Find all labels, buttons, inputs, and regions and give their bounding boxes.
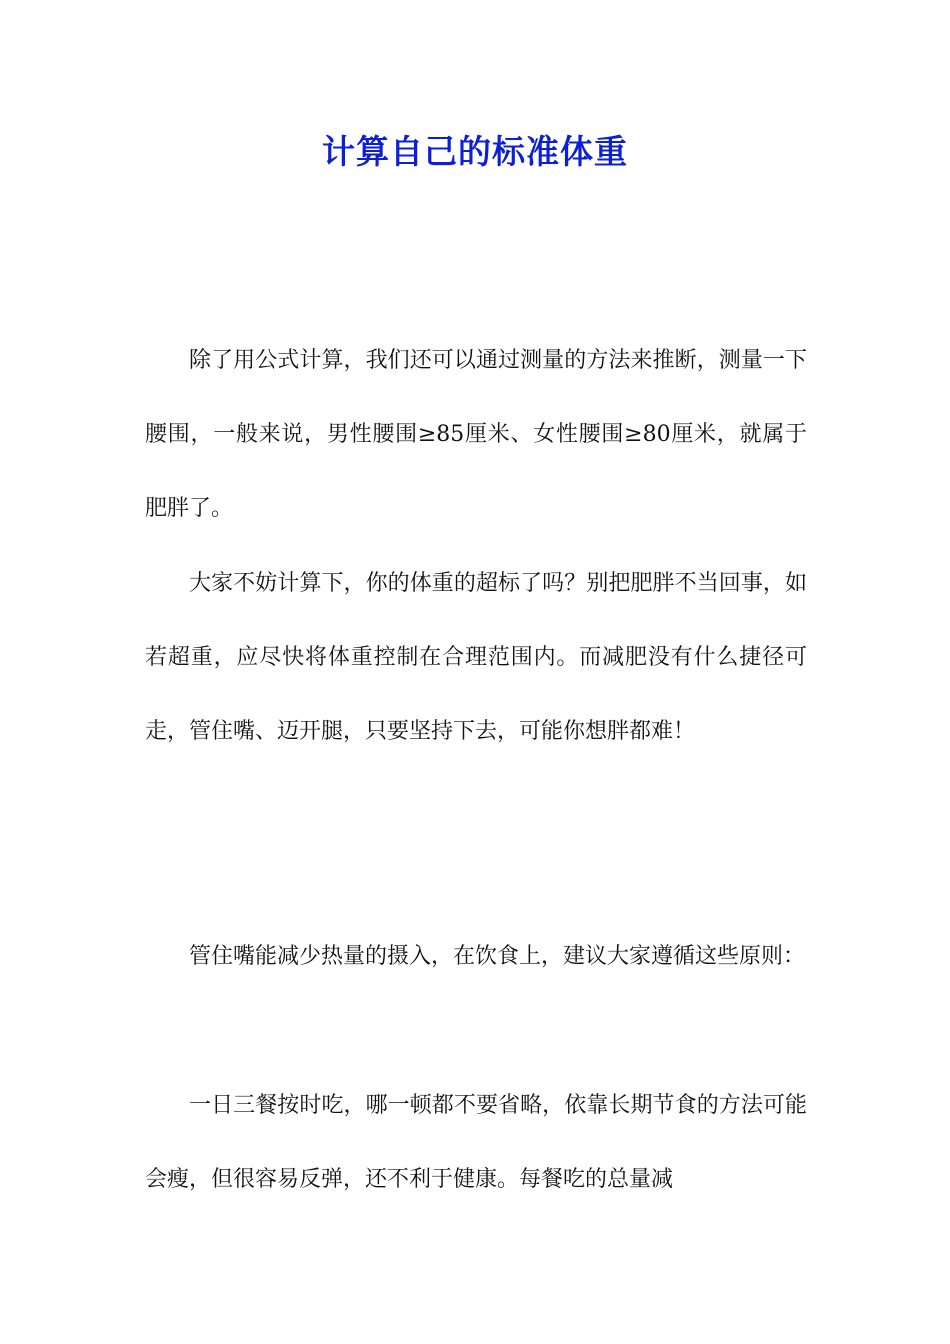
paragraph-block-1 bbox=[145, 324, 807, 546]
paragraph-3: 管住嘴能减少热量的摄入，在饮食上，建议大家遵循这些原则： bbox=[189, 944, 806, 969]
paragraph-block-2 bbox=[145, 547, 807, 769]
paragraph-4: 一日三餐按时吃，哪一顿都不要省略，依靠长期节食的方法可能会瘦，但很容易反弹，还不利于健康。每餐吃的总量减 bbox=[145, 1093, 807, 1192]
page-title: 计算自己的标准体重 bbox=[322, 132, 628, 171]
paragraph-1: 除了用公式计算，我们还可以通过测量的方法来推断，测量一下腰围，一般来说，男性腰围≥85厘米、女性腰围≥80厘米，就属于肥胖了。 bbox=[145, 348, 807, 521]
paragraph-2: 大家不妨计算下，你的体重的超标了吗？别把肥胖不当回事，如若超重，应尽快将体重控制在合理范围内。而减肥没有什么捷径可走，管住嘴、迈开腿，只要坚持下去，可能你想胖都难！ bbox=[145, 571, 807, 744]
paragraph-block-4 bbox=[145, 1069, 807, 1217]
paragraph-block-3 bbox=[145, 920, 807, 994]
